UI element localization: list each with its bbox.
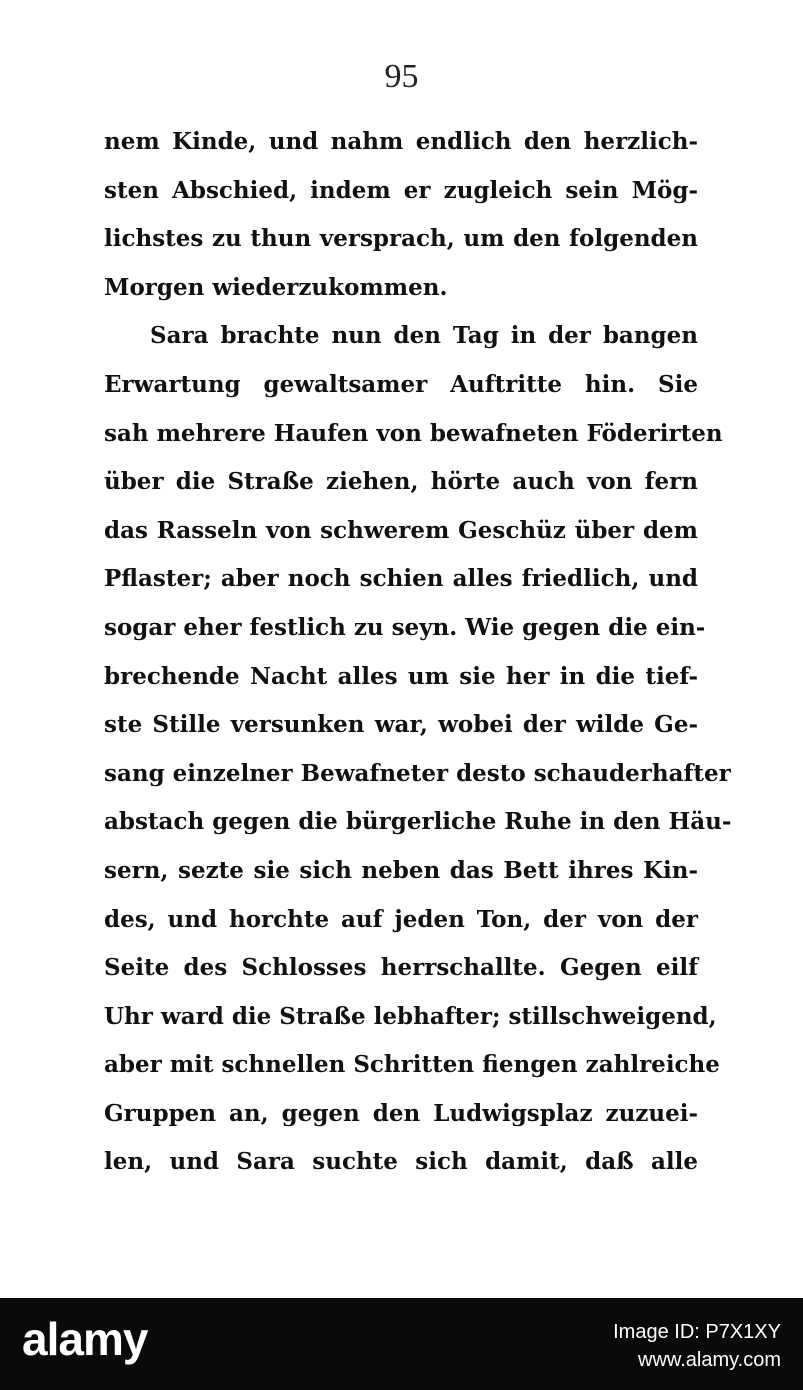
text-line: des, und horchte auf jeden Ton, der von der — [104, 905, 698, 933]
text-line: sten Abschied, indem er zugleich sein Mög- — [104, 176, 698, 204]
text-line: das Rasseln von schwerem Geschüz über dem — [104, 516, 698, 544]
body-text — [104, 118, 732, 1187]
image-info — [613, 1318, 781, 1374]
site-url: www.alamy.com — [638, 1349, 781, 1371]
text-line: sern, sezte sie sich neben das Bett ihres Kin- — [104, 856, 698, 884]
text-line: sang einzelner Bewafneter desto schauderhafter — [104, 759, 731, 787]
text-line: brechende Nacht alles um sie her in die tief- — [104, 662, 698, 690]
text-line: Pflaster; aber noch schien alles friedlich, und — [104, 565, 698, 593]
text-line: lichstes zu thun versprach, um den folgenden — [104, 225, 698, 253]
text-line: ste Stille versunken war, wobei der wilde Ge- — [104, 711, 698, 739]
text-line: Morgen wiederzukommen. — [104, 273, 448, 301]
text-line: abstach gegen die bürgerliche Ruhe in den Häu- — [104, 808, 732, 836]
text-line: len, und Sara suchte sich damit, daß alle — [104, 1148, 698, 1176]
text-line: aber mit schnellen Schritten fiengen zahlreiche — [104, 1051, 720, 1079]
image-id: Image ID: P7X1XY — [613, 1321, 781, 1343]
text-line: Uhr ward die Straße lebhafter; stillschweigend, — [104, 1002, 717, 1030]
text-line: nem Kinde, und nahm endlich den herzlich- — [104, 128, 698, 155]
watermark-footer — [0, 1298, 803, 1390]
text-line: sah mehrere Haufen von bewafneten Föderirten — [104, 419, 723, 447]
page-number: 95 — [384, 58, 419, 95]
text-line: Gruppen an, gegen den Ludwigsplaz zuzuei- — [104, 1099, 698, 1127]
text-line: sogar eher festlich zu seyn. Wie gegen die ein- — [104, 613, 706, 641]
text-line: Erwartung gewaltsamer Auftritte hin. Sie — [104, 370, 698, 398]
text-line: über die Straße ziehen, hörte auch von fern — [104, 468, 698, 496]
text-line: Seite des Schlosses herrschallte. Gegen eilf — [104, 954, 698, 982]
alamy-logo: alamy — [22, 1313, 148, 1365]
text-line: Sara brachte nun den Tag in der bangen — [150, 322, 698, 350]
